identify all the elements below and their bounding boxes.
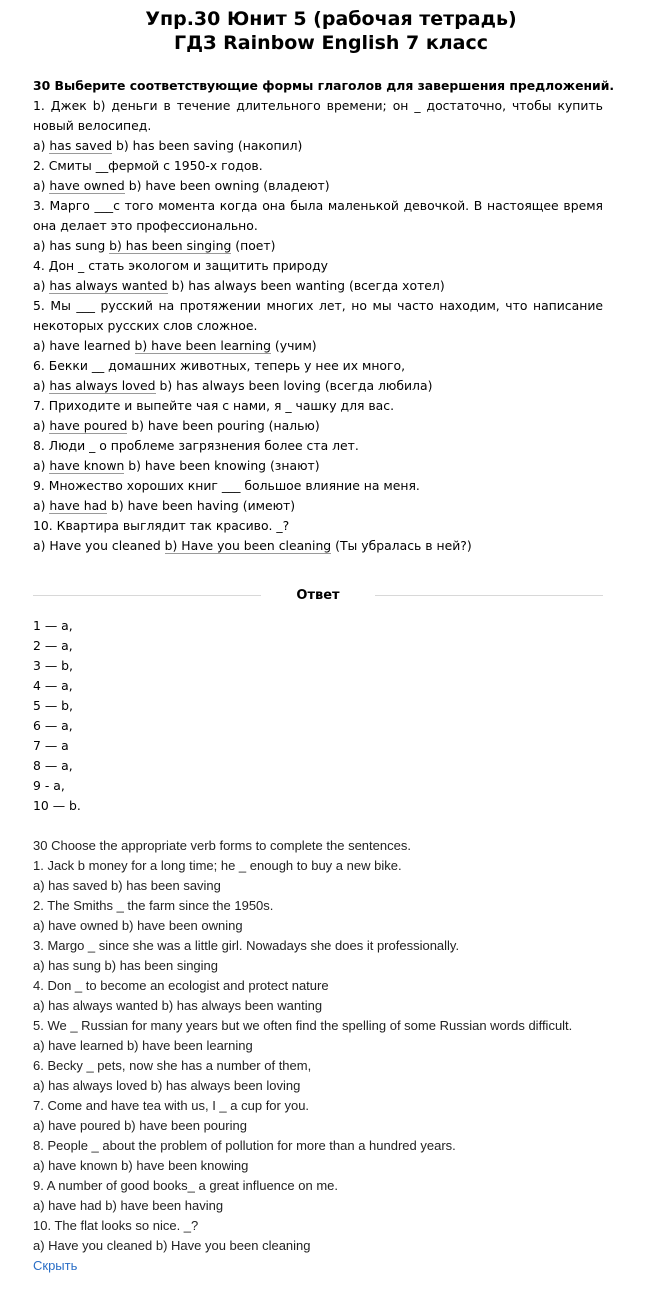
options-ru bbox=[33, 236, 603, 256]
answer-item: 4 — a, bbox=[33, 678, 73, 693]
option-underlined-b: b) Have you been cleaning bbox=[164, 538, 332, 553]
answer-item: 5 — b, bbox=[33, 698, 73, 713]
question-ru: 3. Марго ___с того момента когда она была маленькой девочкой. В настоящее время она делает это профессионально. bbox=[33, 198, 603, 233]
option-middle: b) have been pouring (налью) bbox=[127, 418, 320, 433]
options-ru bbox=[33, 136, 603, 156]
exercise-heading-en: 30 Choose the appropriate verb forms to complete the sentences. bbox=[33, 838, 411, 853]
question-ru: 10. Квартира выглядит так красиво. _? bbox=[33, 518, 290, 533]
options-en: a) Have you cleaned b) Have you been cleaning bbox=[33, 1238, 311, 1253]
option-middle: b) have been knowing (знают) bbox=[124, 458, 320, 473]
english-exercise bbox=[33, 836, 603, 1276]
option-suffix: (учим) bbox=[270, 338, 317, 353]
option-underlined-a: have known bbox=[49, 458, 125, 473]
answer-item: 1 — a, bbox=[33, 618, 73, 633]
question-en: 10. The flat looks so nice. _? bbox=[33, 1218, 199, 1233]
question-ru: 5. Мы ___ русский на протяжении многих лет, но мы часто находим, что написание некоторых русских слов сложное. bbox=[33, 298, 603, 333]
question-en: 1. Jack b money for a long time; he _ enough to buy a new bike. bbox=[33, 858, 402, 873]
page-title bbox=[0, 0, 662, 55]
option-prefix: a) Have you cleaned bbox=[33, 538, 165, 553]
option-underlined-a: has saved bbox=[49, 138, 113, 153]
option-middle: b) have been having (имеют) bbox=[107, 498, 296, 513]
option-prefix: a) bbox=[33, 378, 50, 393]
options-en: a) have learned b) have been learning bbox=[33, 1038, 253, 1053]
options-en: a) have known b) have been knowing bbox=[33, 1158, 249, 1173]
options-ru bbox=[33, 416, 603, 436]
option-prefix: a) bbox=[33, 498, 50, 513]
options-ru bbox=[33, 536, 603, 556]
option-middle: b) has always been wanting (всегда хотел) bbox=[167, 278, 445, 293]
question-en: 9. A number of good books_ a great influence on me. bbox=[33, 1178, 338, 1193]
answer-item: 9 - a, bbox=[33, 778, 65, 793]
option-middle: b) have been owning (владеют) bbox=[124, 178, 330, 193]
option-prefix: a) bbox=[33, 278, 50, 293]
options-en: a) has saved b) has been saving bbox=[33, 878, 221, 893]
question-ru: 6. Бекки __ домашних животных, теперь у нее их много, bbox=[33, 358, 406, 373]
answer-item: 7 — a bbox=[33, 738, 69, 753]
option-prefix: a) bbox=[33, 458, 50, 473]
options-en: a) have had b) have been having bbox=[33, 1198, 224, 1213]
options-ru bbox=[33, 336, 603, 356]
options-ru bbox=[33, 376, 603, 396]
option-prefix: a) bbox=[33, 178, 50, 193]
exercise-heading-ru: 30 Выберите соответствующие формы глаголов для завершения предложений. bbox=[33, 78, 615, 93]
divider-rule-right bbox=[375, 595, 603, 596]
answer-header: Ответ bbox=[296, 588, 340, 603]
option-prefix: a) bbox=[33, 138, 50, 153]
question-en: 8. People _ about the problem of pollution for more than a hundred years. bbox=[33, 1138, 456, 1153]
question-ru: 8. Люди _ о проблеме загрязнения более ста лет. bbox=[33, 438, 359, 453]
answer-item: 6 — a, bbox=[33, 718, 73, 733]
title-line-1: Упр.30 Юнит 5 (рабочая тетрадь) bbox=[145, 8, 517, 30]
options-ru bbox=[33, 176, 603, 196]
options-ru bbox=[33, 456, 603, 476]
option-underlined-a: have had bbox=[49, 498, 108, 513]
option-underlined-a: have poured bbox=[49, 418, 128, 433]
option-suffix: (поет) bbox=[231, 238, 276, 253]
options-ru bbox=[33, 496, 603, 516]
option-middle: b) has always been loving (всегда любила) bbox=[155, 378, 433, 393]
option-underlined-a: has always wanted bbox=[49, 278, 168, 293]
option-prefix: a) have learned bbox=[33, 338, 135, 353]
option-suffix: (Ты убралась в ней?) bbox=[331, 538, 472, 553]
exercise-items-en bbox=[33, 856, 603, 1256]
options-ru bbox=[33, 276, 603, 296]
question-ru: 9. Множество хороших книг ___ большое влияние на меня. bbox=[33, 478, 420, 493]
answer-list bbox=[33, 616, 81, 816]
question-ru: 2. Смиты __фермой с 1950-х годов. bbox=[33, 158, 263, 173]
question-en: 7. Come and have tea with us, I _ a cup for you. bbox=[33, 1098, 310, 1113]
options-en: a) have owned b) have been owning bbox=[33, 918, 243, 933]
option-underlined-b: b) has been singing bbox=[109, 238, 232, 253]
answer-item: 2 — a, bbox=[33, 638, 73, 653]
answer-divider bbox=[33, 586, 603, 606]
options-en: a) has always loved b) has always been loving bbox=[33, 1078, 301, 1093]
question-en: 5. We _ Russian for many years but we often find the spelling of some Russian words difficult. bbox=[33, 1018, 573, 1033]
option-middle: b) has been saving (накопил) bbox=[112, 138, 303, 153]
question-en: 4. Don _ to become an ecologist and protect nature bbox=[33, 978, 329, 993]
options-en: a) has sung b) has been singing bbox=[33, 958, 219, 973]
option-prefix: a) bbox=[33, 418, 50, 433]
answer-item: 3 — b, bbox=[33, 658, 73, 673]
answer-item: 10 — b. bbox=[33, 798, 81, 813]
hide-link[interactable]: Скрыть bbox=[33, 1258, 78, 1273]
option-underlined-a: has always loved bbox=[49, 378, 156, 393]
title-line-2: ГДЗ Rainbow English 7 класс bbox=[173, 32, 489, 54]
answer-item: 8 — a, bbox=[33, 758, 73, 773]
option-underlined-b: b) have been learning bbox=[134, 338, 271, 353]
question-en: 6. Becky _ pets, now she has a number of them, bbox=[33, 1058, 312, 1073]
russian-exercise bbox=[33, 76, 615, 556]
exercise-items-ru bbox=[33, 96, 603, 556]
options-en: a) have poured b) have been pouring bbox=[33, 1118, 247, 1133]
option-prefix: a) has sung bbox=[33, 238, 110, 253]
question-ru: 7. Приходите и выпейте чая с нами, я _ чашку для вас. bbox=[33, 398, 395, 413]
page bbox=[0, 0, 662, 55]
question-ru: 1. Джек b) деньги в течение длительного времени; он _ достаточно, чтобы купить новый велосипед. bbox=[33, 98, 603, 133]
question-en: 2. The Smiths _ the farm since the 1950s. bbox=[33, 898, 274, 913]
option-underlined-a: have owned bbox=[49, 178, 125, 193]
question-en: 3. Margo _ since she was a little girl. Nowadays she does it professionally. bbox=[33, 938, 460, 953]
options-en: a) has always wanted b) has always been wanting bbox=[33, 998, 323, 1013]
question-ru: 4. Дон _ стать экологом и защитить природу bbox=[33, 258, 329, 273]
